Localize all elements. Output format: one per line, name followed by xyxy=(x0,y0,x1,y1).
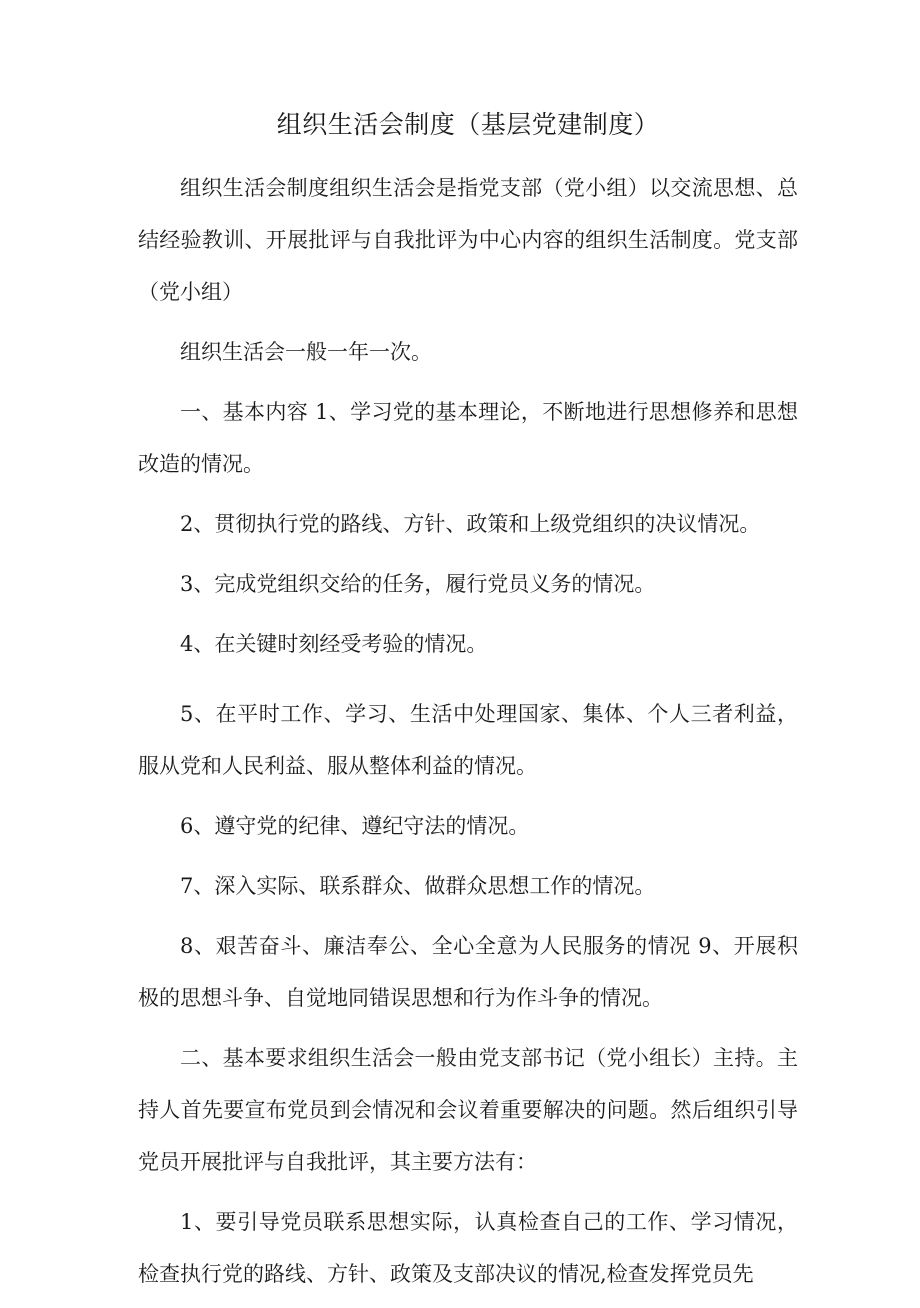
paragraph-method-1: 1、要引导党员联系思想实际，认真检查自己的工作、学习情况，检查执行党的路线、方针、政策及支部决议的情况,检查发挥党员先 xyxy=(138,1210,798,1286)
paragraph-content-8-9: 8、艰苦奋斗、廉洁奉公、全心全意为人民服务的情况 9、开展积极的思想斗争、自觉地同错误思想和行为作斗争的情况。 xyxy=(138,934,798,1010)
document-title: 组织生活会制度（基层党建制度） xyxy=(276,110,660,139)
document-page xyxy=(138,100,798,1308)
paragraph-content-3: 3、完成党组织交给的任务，履行党员义务的情况。 xyxy=(180,572,656,596)
paragraph-content-5: 5、在平时工作、学习、生活中处理国家、集体、个人三者利益，服从党和人民利益、服从整体利益的情况。 xyxy=(138,702,798,778)
paragraph-content-2: 2、贯彻执行党的路线、方针、政策和上级党组织的决议情况。 xyxy=(180,512,761,536)
paragraph-intro: 组织生活会制度组织生活会是指党支部（党小组）以交流思想、总结经验教训、开展批评与自我批评为中心内容的组织生活制度。党支部（党小组） xyxy=(138,176,798,304)
paragraph-frequency: 组织生活会一般一年一次。 xyxy=(180,340,432,364)
paragraph-content-4: 4、在关键时刻经受考验的情况。 xyxy=(180,632,488,656)
paragraph-content-6: 6、遵守党的纪律、遵纪守法的情况。 xyxy=(180,814,530,838)
paragraph-requirements: 二、基本要求组织生活会一般由党支部书记（党小组长）主持。主持人首先要宣布党员到会情况和会议着重要解决的问题。然后组织引导党员开展批评与自我批评，其主要方法有： xyxy=(138,1046,798,1174)
paragraph-content-1: 一、基本内容 1、学习党的基本理论，不断地进行思想修养和思想改造的情况。 xyxy=(138,400,798,476)
paragraph-content-7: 7、深入实际、联系群众、做群众思想工作的情况。 xyxy=(180,874,656,898)
